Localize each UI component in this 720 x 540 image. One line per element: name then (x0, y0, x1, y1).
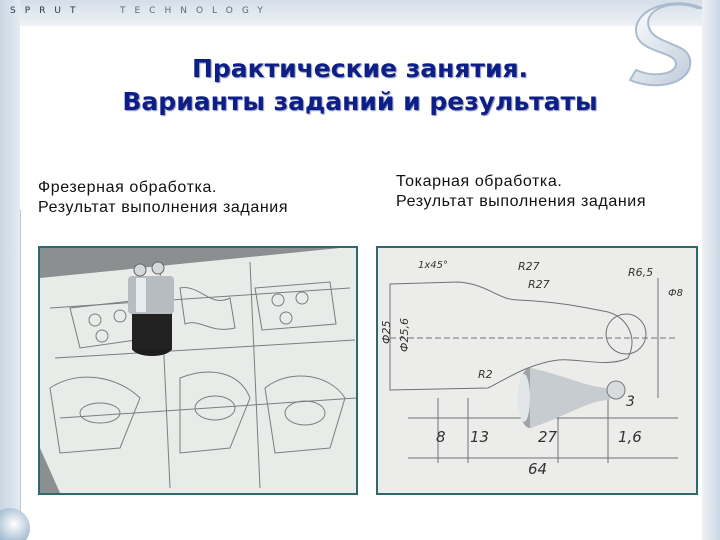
right-caption-line-2: Результат выполнения задания (396, 193, 647, 210)
turning-photo (376, 246, 698, 495)
title-line-1: Практические занятия. (191, 54, 529, 83)
dim-r2: R2 (478, 368, 493, 381)
dim-d8: Ф8 (668, 288, 683, 299)
dim-r27-top: R27 (518, 260, 540, 273)
dim-d25: Ф25 (380, 320, 393, 344)
dim-8: 8 (436, 428, 446, 446)
dim-d25-6: Ф25,6 (398, 318, 411, 352)
dim-1-6: 1,6 (618, 428, 642, 446)
dim-27: 27 (538, 428, 558, 446)
dim-13: 13 (470, 428, 490, 446)
left-caption-line-2: Результат выполнения задания (38, 199, 289, 216)
brand-sprut: SPRUT (10, 6, 85, 16)
right-caption-line-1: Токарная обработка. (396, 173, 563, 190)
right-caption (396, 172, 646, 212)
milling-photo (38, 246, 358, 495)
dim-64: 64 (528, 460, 548, 478)
dim-3: 3 (626, 394, 635, 410)
brand-technology: TECHNOLOGY (120, 6, 272, 16)
left-caption (38, 178, 288, 218)
milling-drawing-image (40, 248, 356, 493)
title-line-2: Варианты заданий и результаты (122, 87, 598, 116)
left-caption-line-1: Фрезерная обработка. (38, 179, 217, 196)
dim-r6-5: R6,5 (628, 266, 654, 279)
turning-drawing-image (378, 248, 696, 493)
milled-part-icon (128, 262, 174, 356)
corner-ornament (0, 508, 30, 540)
dim-chamfer: 1x45° (418, 260, 449, 271)
dim-r27-inner: R27 (528, 278, 550, 291)
divider-line (20, 210, 21, 530)
slide-title (0, 52, 720, 118)
